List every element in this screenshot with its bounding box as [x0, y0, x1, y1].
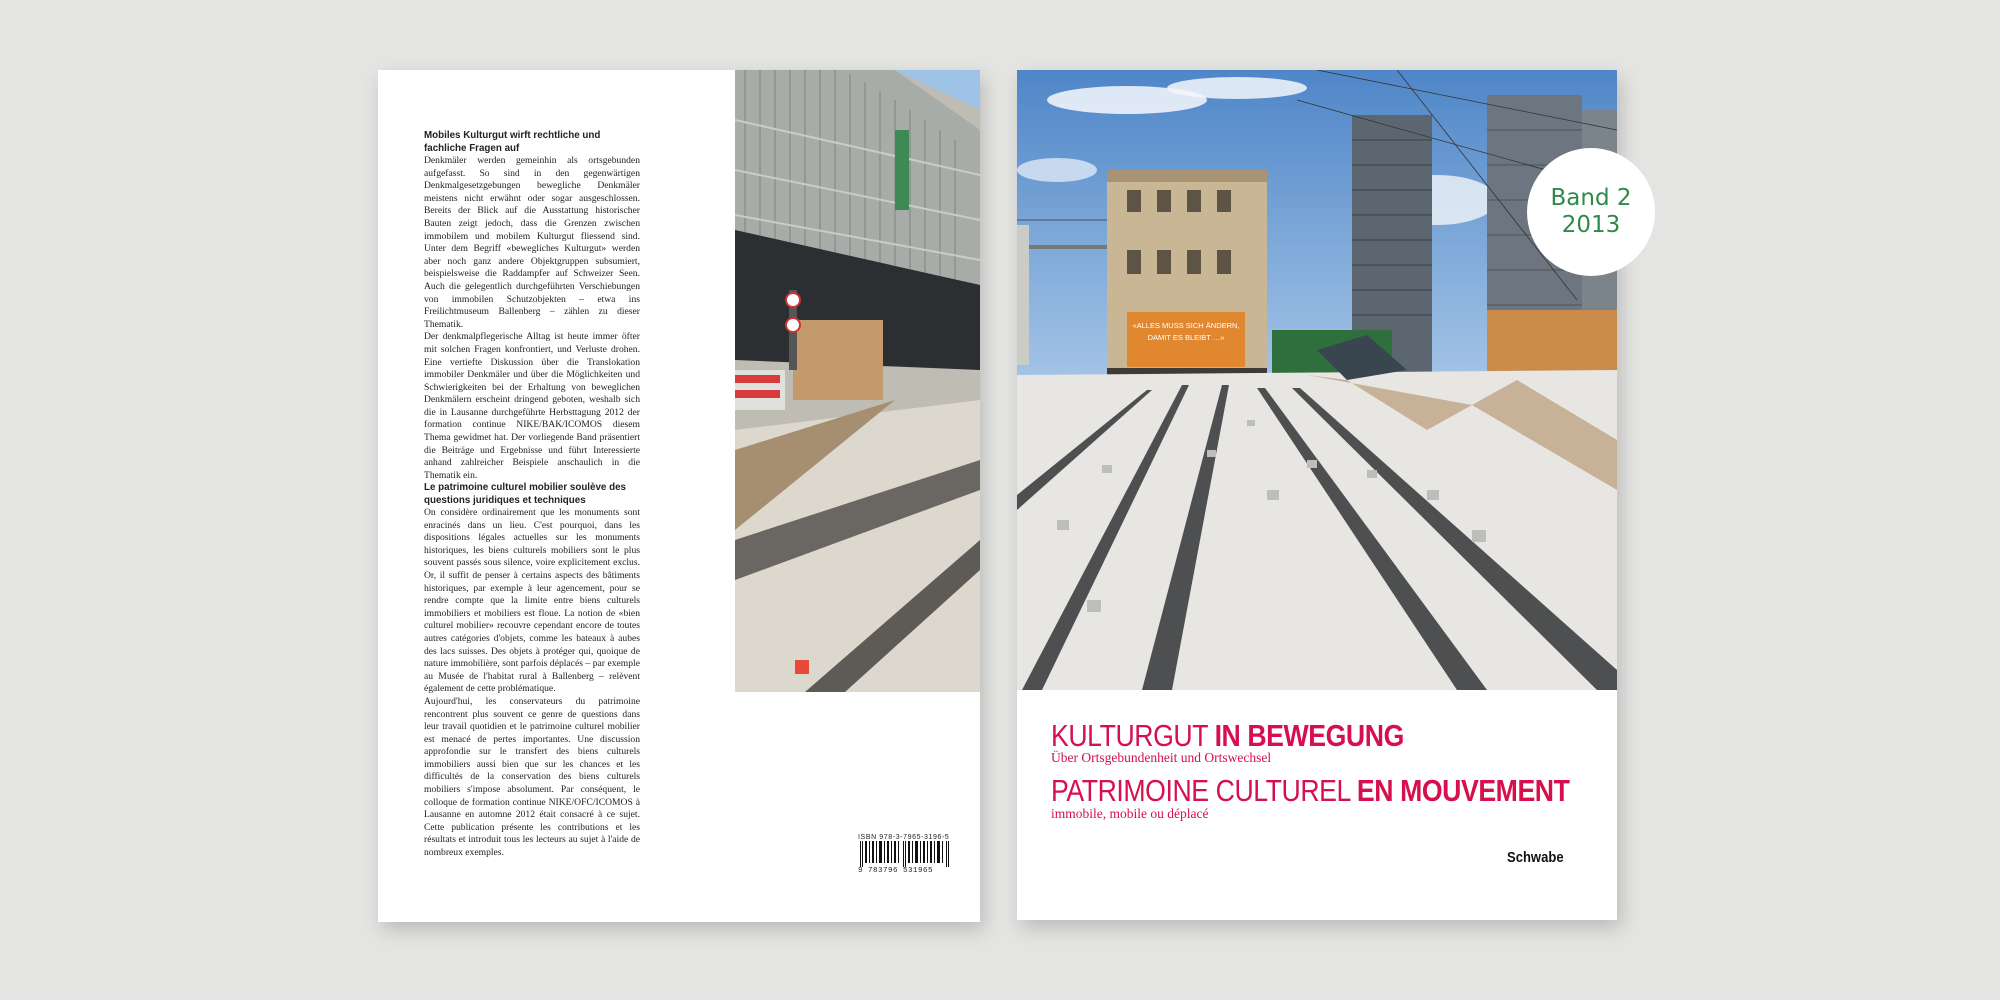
french-paragraph-2: Aujourd'hui, les conservateurs du patrimoine rencontrent plus souvent ce genre de questions dans leur travail quotidien et le patrimoine culturel mobilier est menacé de pertes importantes. Une discussion approfondie sur le transfert des biens culturels immobiliers aussi bien que sur les chances et les difficultés de la conservation des biens culturels mobiliers s'impose absolument. Par conséquent, le colloque de formation continue NIKE/OFC/ICOMOS à Lausanne en automne 2012 était consacré à ce sujet. Cette publication présente les contributions et les résultats et introduit tous les lecteurs au sujet à l'aide de nombreux exemples.: [424, 695, 640, 859]
german-heading: Mobiles Kulturgut wirft rechtliche und fachliche Fragen auf: [424, 130, 601, 154]
badge-year: 2013: [1561, 212, 1621, 238]
french-heading: Le patrimoine culturel mobilier soulève des questions juridiques et techniques: [424, 482, 626, 506]
title-german-bold: IN BEWEGUNG: [1214, 718, 1404, 753]
title-german-light: KULTURGUT: [1051, 718, 1215, 753]
title-french-light: PATRIMOINE CULTUREL: [1051, 773, 1357, 808]
banner-line-1: «ALLES MUSS SICH ÄNDERN,: [1132, 321, 1240, 330]
title-french: [1051, 773, 1569, 809]
title-german: [1051, 718, 1404, 754]
volume-badge: [1527, 148, 1655, 276]
french-text-block: [424, 482, 640, 860]
title-french-bold: EN MOUVEMENT: [1356, 773, 1570, 808]
badge-volume: Band 2: [1550, 185, 1632, 211]
front-cover-photo: [1017, 70, 1617, 690]
publisher-logo: Schwabe: [1507, 850, 1564, 866]
barcode: [858, 834, 954, 875]
german-text-block: [424, 130, 640, 482]
front-cover: [1017, 70, 1632, 920]
subtitle-french: immobile, mobile ou déplacé: [1051, 806, 1209, 821]
french-paragraph-1: On considère ordinairement que les monuments sont enracinés dans un lieu. C'est pourquoi, dans les dispositions légales actuelles sur les monuments historiques, les biens culturels mobiliers sont le plus souvent passés sous silence, voire explicitement exclus. Or, il suffit de penser à certains aspects des bâtiments historiques, par exemple à leur agencement, pour se rendre compte que la limite entre biens culturels immobiliers et mobiliers est floue. La notion de «bien culturel mobilier» recouvre cependant encore de toutes autres catégories d'objets, comme les bateaux à aubes des lacs suisses. Des objets à protéger qui, quoique de nature immobilière, sont parfois déplacés – par exemple au Musée de l'habitat rural à Ballenberg – relèvent également de cette problématique.: [424, 507, 640, 695]
subtitle-german: Über Ortsgebundenheit und Ortswechsel: [1051, 750, 1272, 765]
back-cover-photo: [735, 70, 980, 692]
german-paragraph-1: Denkmäler werden gemeinhin als ortsgebunden aufgefasst. So sind in den gegenwärtigen Denkmalgesetzgebungen bewegliche Denkmäler meistens nicht erwähnt oder sogar ausgeschlossen. Bereits der Blick auf die Ausstattung historischer Bauten zeigt jedoch, dass die Grenzen zwischen immobilem und mobilem Kulturgut fliessend sind. Unter dem Begriff «bewegliches Kulturgut» werden aber noch ganz andere Objektgruppen subsumiert, beispielsweise die Raddampfer auf Schweizer Seen. Auch die gelegentlich durchgeführten Verschiebungen von immobilen Schutzobjekten – etwa ins Freilichtmuseum Ballenberg – zählen zu dieser Thematik.: [424, 155, 640, 330]
banner-line-2: DAMIT ES BLEIBT …»: [1147, 333, 1225, 342]
back-cover: [378, 70, 980, 922]
barcode-bars: [858, 841, 954, 867]
isbn-text: ISBN 978-3-7965-3196-5: [858, 834, 950, 841]
barcode-number: 9 783796 531965: [858, 867, 934, 875]
german-paragraph-2: Der denkmalpflegerische Alltag ist heute immer öfter mit solchen Fragen konfrontiert, und Verluste drohen. Eine vertiefte Diskussion über die Translokation immobiler Denkmäler und über die Möglichkeiten und Schwierigkeiten bei der Erhaltung von beweglichen Denkmälern erscheint dringend geboten, weshalb sich die in Lausanne durchgeführte Herbsttagung 2012 der formation continue NIKE/BAK/ICOMOS diesem Thema gewidmet hat. Der vorliegende Band präsentiert die Beiträge und Ergebnisse und führt Interessierte anhand zahlreicher Beispiele anschaulich in die Thematik ein.: [424, 331, 640, 481]
